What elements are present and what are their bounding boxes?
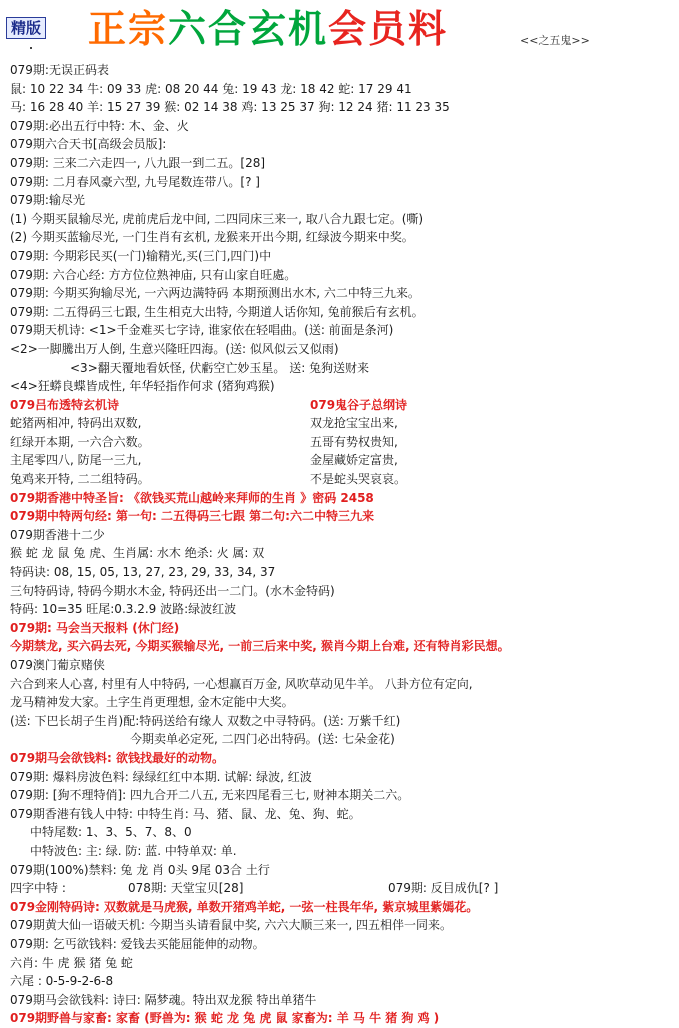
edition-badge: 精版 [6, 17, 46, 39]
text-line: 079期: 今期彩民买(一门)输精光,买(三门,四门)中 [10, 248, 272, 263]
text-line: 六尾 : 0-5-9-2-6-8 [10, 974, 114, 989]
text-line: 079期(100%)禁料: 兔 龙 肖 0头 9尾 03合 土行 [10, 862, 270, 877]
text-line: 079期: 二五得码三七跟, 生生相克大出特, 今期道人话你知, 兔前猴后有玄机。 [10, 304, 424, 319]
text-line: 079期: 三来二六走四一, 八九跟一到二五。[28] [10, 155, 266, 170]
text-line: 079期中特两句经: 第一句: 二五得码三七跟 第二句:六二中特三九来 [10, 509, 374, 524]
text-line: (1) 今期买鼠输尽光, 虎前虎后龙中间, 二四同床三来一, 取八合九跟七定。(嘶) [10, 211, 424, 226]
text-line: 079期: 今期买狗输尽光, 一六两边满特码 本期预测出水木, 六二中特三九来。 [10, 286, 420, 301]
poem-section [10, 396, 672, 489]
poem-row [10, 470, 672, 489]
text-line: 马: 16 28 40 羊: 15 27 39 猴: 02 14 38 鸡: 13 25 37 狗: 12 24 猪: 11 23 35 [10, 100, 450, 115]
text-line: 今期卖单必定死, 二四门必出特码。(送: 七朵金花) [130, 732, 395, 747]
text-line: <4>狂蟒良蝶皆成性, 年华轻指作何求 (猪狗鸡猴) [10, 379, 275, 394]
text-line: 079期: 二月春风豪六型, 九号尾数连带八。[? ] [10, 174, 260, 189]
poem-right-line: 双龙抢宝宝出来, [310, 416, 398, 431]
section-forecast [10, 61, 672, 396]
text-line: 079期马会欲钱料: 欲钱找最好的动物。 [10, 750, 225, 765]
text-line: 079期马会欲钱料: 诗曰: 隔梦魂。特出双龙猴 特出单猪牛 [10, 992, 317, 1007]
poem-row [10, 414, 672, 433]
text-line: (2) 今期买蓝输尽光, 一门生肖有玄机, 龙猴来开出今期, 红绿波今期来中奖。 [10, 230, 414, 245]
text-line: 猴 蛇 龙 鼠 兔 虎、生肖属: 水木 绝杀: 火 属: 双 [10, 546, 265, 561]
text-line: 鼠: 10 22 34 牛: 09 33 虎: 08 20 44 兔: 19 43 龙: 18 42 蛇: 17 29 41 [10, 81, 412, 96]
text-line: 特码: 10=35 旺尾:0.3.2.9 波路:绿波红波 [10, 602, 237, 617]
four-char-label: 四字中特 : [10, 881, 66, 896]
previous-issue-answer: 078期: 天堂宝贝[28] [128, 881, 244, 896]
poem-title-row [10, 396, 672, 415]
poem-left-title: 079吕布透特玄机诗 [10, 397, 120, 412]
text-line: 中特波色: 主: 绿. 防: 蓝. 中特单双: 单. [30, 843, 237, 858]
text-line: 中特尾数: 1、3、5、7、8、0 [30, 825, 192, 840]
section-tips [10, 489, 672, 879]
title-part-2: 六合玄机 [168, 7, 329, 51]
text-line: <3>翻天覆地看妖怪, 伏虧空亡妙玉星。 送: 兔狗送财来 [70, 360, 370, 375]
poem-right-line: 不是蛇头哭哀哀。 [310, 472, 407, 487]
section-extra [10, 898, 672, 1028]
poem-right-line: 五哥有势权贵知, [310, 434, 398, 449]
poem-right-title: 079鬼谷子总纲诗 [310, 397, 408, 412]
page-header [0, 0, 679, 60]
poem-left-line: 主尾零四八, 防尾一三九, [10, 453, 142, 468]
text-line: 六合到来人心喜, 村里有人中特码, 一心想赢百万金, 风吹草动见牛羊。 八卦方位有定向, [10, 676, 473, 691]
divider-dot [30, 47, 32, 49]
text-line: 今期禁龙, 买六码去死, 今期买猴输尽光, 一前三后来中奖, 猴肖今期上台难, 还有特肖彩民想。 [10, 639, 510, 654]
text-line: 079期香港中特圣旨: 《欲钱买荒山越岭来拜师的生肖 》密码 2458 [10, 490, 374, 505]
poem-row [10, 451, 672, 470]
text-line: 079期:无误正码表 [10, 63, 109, 77]
text-line: 079期: 马会当天报料 (休门经) [10, 620, 180, 635]
text-line: 079期: 爆料房波色料: 绿绿红红中本期. 试解: 绿波, 红波 [10, 769, 312, 784]
poem-row [10, 433, 672, 452]
text-line: 三句特码诗, 特码今期水木金, 特码还出一二门。(水木金特码) [10, 583, 335, 598]
text-line: 079期: 乞丐欲钱料: 爱钱去买能屈能伸的动物。 [10, 936, 265, 951]
text-line: 079期:必出五行中特: 木、金、火 [10, 118, 189, 133]
text-line: 079期:输尽光 [10, 193, 85, 208]
text-line: 特码诀: 08, 15, 05, 13, 27, 23, 29, 33, 34, 37 [10, 565, 276, 580]
text-line: 079期天机诗: <1>千金难买七字诗, 谁家依在轻唱曲。(送: 前面是条河) [10, 323, 394, 338]
text-line: 079期: 六合心经: 方方位位熟神庙, 只有山家自旺處。 [10, 267, 297, 282]
text-line: 六肖: 牛 虎 猴 猪 兔 蛇 [10, 955, 133, 970]
poem-left-line: 兔鸡来开特, 二二组特码。 [10, 472, 150, 487]
text-line: 079期: [狗不理特俏]: 四九合开二八五, 无来四尾看三七, 财神本期关二六。 [10, 788, 410, 803]
text-line: 079澳门葡京赌侠 [10, 658, 105, 672]
poem-left-line: 红绿开本期, 一六合六数。 [10, 434, 150, 449]
title-part-1: 正宗 [88, 7, 169, 51]
text-line: 079期香港十二少 [10, 527, 105, 542]
four-char-row [10, 879, 672, 898]
text-line: 079期六合天书[高级会员版]: [10, 137, 167, 152]
text-line: (送: 下巴长胡子生肖)配:特码送给有缘人 双数之中寻特码。(送: 万紫千红) [10, 713, 401, 728]
content-area [10, 61, 672, 1028]
page-title [88, 6, 448, 52]
poem-left-line: 蛇猪两相冲, 特码出双数, [10, 416, 142, 431]
text-line: 079期黄大仙一语破天机: 今期当头请看鼠中奖, 六六大顺三来一, 四五相伴一同来。 [10, 918, 453, 933]
text-line: 079期香港有钱人中特: 中特生肖: 马、猪、鼠、龙、兔、狗、蛇。 [10, 806, 361, 821]
current-issue-answer: 079期: 反目成仇[? ] [388, 881, 499, 896]
title-part-3: 会员料 [328, 7, 449, 51]
text-line: 龙马精神发大家。土字生肖更理想, 金木定能中大奖。 [10, 695, 294, 710]
poem-right-line: 金屋藏娇定富贵, [310, 453, 398, 468]
page-subtitle: <<之五鬼>> [520, 34, 590, 47]
text-line: 079期野兽与家畜: 家畜 (野兽为: 猴 蛇 龙 兔 虎 鼠 家畜为: 羊 马 牛 猪 狗 鸡 ) [10, 1011, 440, 1026]
text-line: 079金刚特码诗: 双数就是马虎猴, 单数开猪鸡羊蛇, 一弦一柱畏年华, 紫京城里紫嫣花。 [10, 899, 479, 914]
text-line: <2>一脚騰出万人倒, 生意兴隆旺四海。(送: 似风似云又似雨) [10, 341, 339, 356]
